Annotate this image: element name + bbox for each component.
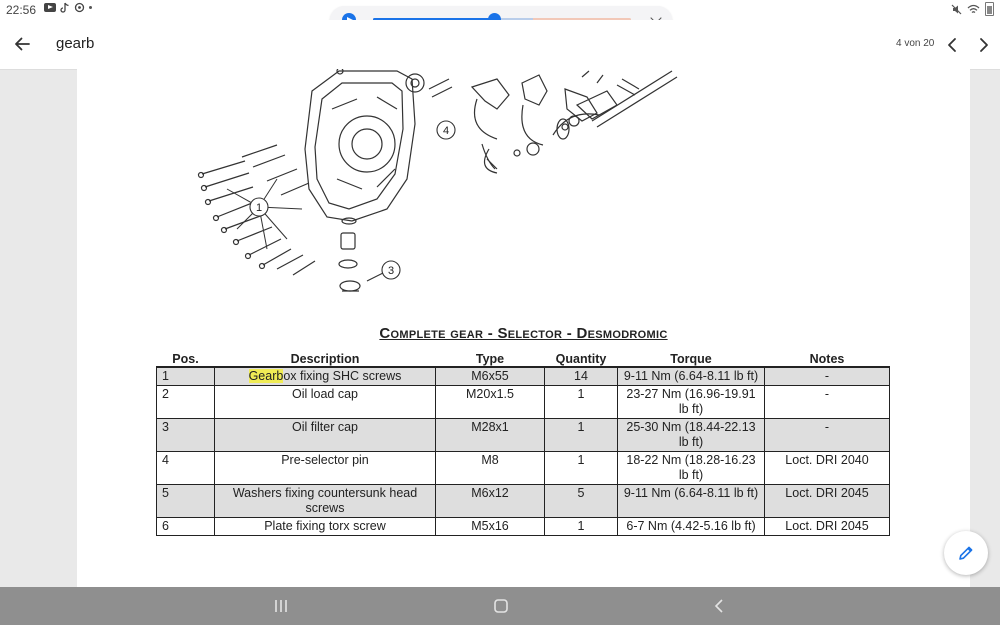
recent-apps-icon[interactable] xyxy=(273,599,289,613)
table-row xyxy=(157,386,890,419)
cell-pos: 3 xyxy=(157,419,215,452)
youtube-icon xyxy=(44,3,56,12)
edit-fab-button[interactable] xyxy=(944,531,988,575)
cell-description: Pre-selector pin xyxy=(215,452,436,485)
cell-torque: 23-27 Nm (16.96-19.91 lb ft) xyxy=(618,386,765,419)
document-title: Complete gear - Selector - Desmodromic xyxy=(379,325,668,342)
col-header-type: Type xyxy=(475,351,505,366)
callout-label-4: 4 xyxy=(442,125,450,137)
cell-torque: 25-30 Nm (18.44-22.13 lb ft) xyxy=(618,419,765,452)
search-highlight: Gearb xyxy=(248,369,284,383)
status-time: 22:56 xyxy=(6,3,37,17)
pdf-page[interactable] xyxy=(77,69,970,587)
cell-description xyxy=(215,367,436,386)
table-row xyxy=(157,485,890,518)
cell-quantity: 1 xyxy=(545,386,618,419)
cell-description: Oil filter cap xyxy=(215,419,436,452)
cell-description: Plate fixing torx screw xyxy=(215,518,436,536)
selector-forks-drawing xyxy=(472,75,599,173)
cell-torque: 18-22 Nm (18.28-16.23 lb ft) xyxy=(618,452,765,485)
search-result-count: 4 von 20 xyxy=(896,38,935,49)
cell-quantity: 1 xyxy=(545,452,618,485)
tiktok-icon xyxy=(60,2,70,13)
nav-back-icon[interactable] xyxy=(712,599,728,613)
cell-type: M20x1.5 xyxy=(436,386,545,419)
system-nav-bar xyxy=(0,587,1000,625)
more-notifications-icon xyxy=(89,6,92,9)
gearbox-housing-drawing xyxy=(305,69,452,221)
battery-icon xyxy=(985,2,994,16)
chevron-right-icon[interactable] xyxy=(977,37,991,53)
table-row xyxy=(157,452,890,485)
col-header-pos: Pos. xyxy=(172,351,199,366)
cell-type: M6x12 xyxy=(436,485,545,518)
cell-notes: - xyxy=(765,367,890,386)
cell-type: M5x16 xyxy=(436,518,545,536)
cell-type: M8 xyxy=(436,452,545,485)
table-header-row xyxy=(157,351,890,367)
notification-icons xyxy=(44,2,92,13)
cell-description: Washers fixing countersunk head screws xyxy=(215,485,436,518)
cell-notes: Loct. DRI 2045 xyxy=(765,485,890,518)
search-query[interactable]: gearb xyxy=(56,35,95,52)
col-header-description: Description xyxy=(290,351,360,366)
cell-pos: 4 xyxy=(157,452,215,485)
cell-description: Oil load cap xyxy=(215,386,436,419)
cell-pos: 2 xyxy=(157,386,215,419)
cell-description-text: ox fixing SHC screws xyxy=(283,369,402,383)
cell-torque: 9-11 Nm (6.64-8.11 lb ft) xyxy=(618,367,765,386)
cell-notes: - xyxy=(765,386,890,419)
cell-pos: 6 xyxy=(157,518,215,536)
cell-quantity: 1 xyxy=(545,419,618,452)
cell-quantity: 14 xyxy=(545,367,618,386)
cell-notes: - xyxy=(765,419,890,452)
caps-drawing xyxy=(339,218,383,291)
cell-torque: 9-11 Nm (6.64-8.11 lb ft) xyxy=(618,485,765,518)
selector-shaft-drawing xyxy=(562,71,677,130)
cell-quantity: 1 xyxy=(545,518,618,536)
col-header-torque: Torque xyxy=(670,351,712,366)
table-row xyxy=(157,419,890,452)
arrow-left-icon[interactable] xyxy=(12,34,32,54)
cell-type: M28x1 xyxy=(436,419,545,452)
cell-torque: 6-7 Nm (4.42-5.16 lb ft) xyxy=(618,518,765,536)
cell-quantity: 5 xyxy=(545,485,618,518)
pencil-icon xyxy=(957,544,975,562)
cell-type: M6x55 xyxy=(436,367,545,386)
cell-pos: 1 xyxy=(157,367,215,386)
col-header-quantity: Quantity xyxy=(555,351,607,366)
wifi-icon xyxy=(967,4,980,15)
table-row xyxy=(157,367,890,386)
callout-label-1: 1 xyxy=(255,202,263,214)
cell-pos: 5 xyxy=(157,485,215,518)
col-header-notes: Notes xyxy=(809,351,845,366)
cell-notes: Loct. DRI 2045 xyxy=(765,518,890,536)
table-row xyxy=(157,518,890,536)
callout-label-3: 3 xyxy=(387,265,395,277)
sync-icon xyxy=(74,2,85,13)
home-icon[interactable] xyxy=(493,599,509,613)
exploded-gear-diagram xyxy=(77,69,970,319)
system-icons xyxy=(951,2,994,16)
parts-table xyxy=(156,351,890,536)
chevron-left-icon[interactable] xyxy=(945,37,959,53)
mute-icon xyxy=(951,4,962,15)
search-app-bar xyxy=(0,20,1000,70)
cell-notes: Loct. DRI 2040 xyxy=(765,452,890,485)
